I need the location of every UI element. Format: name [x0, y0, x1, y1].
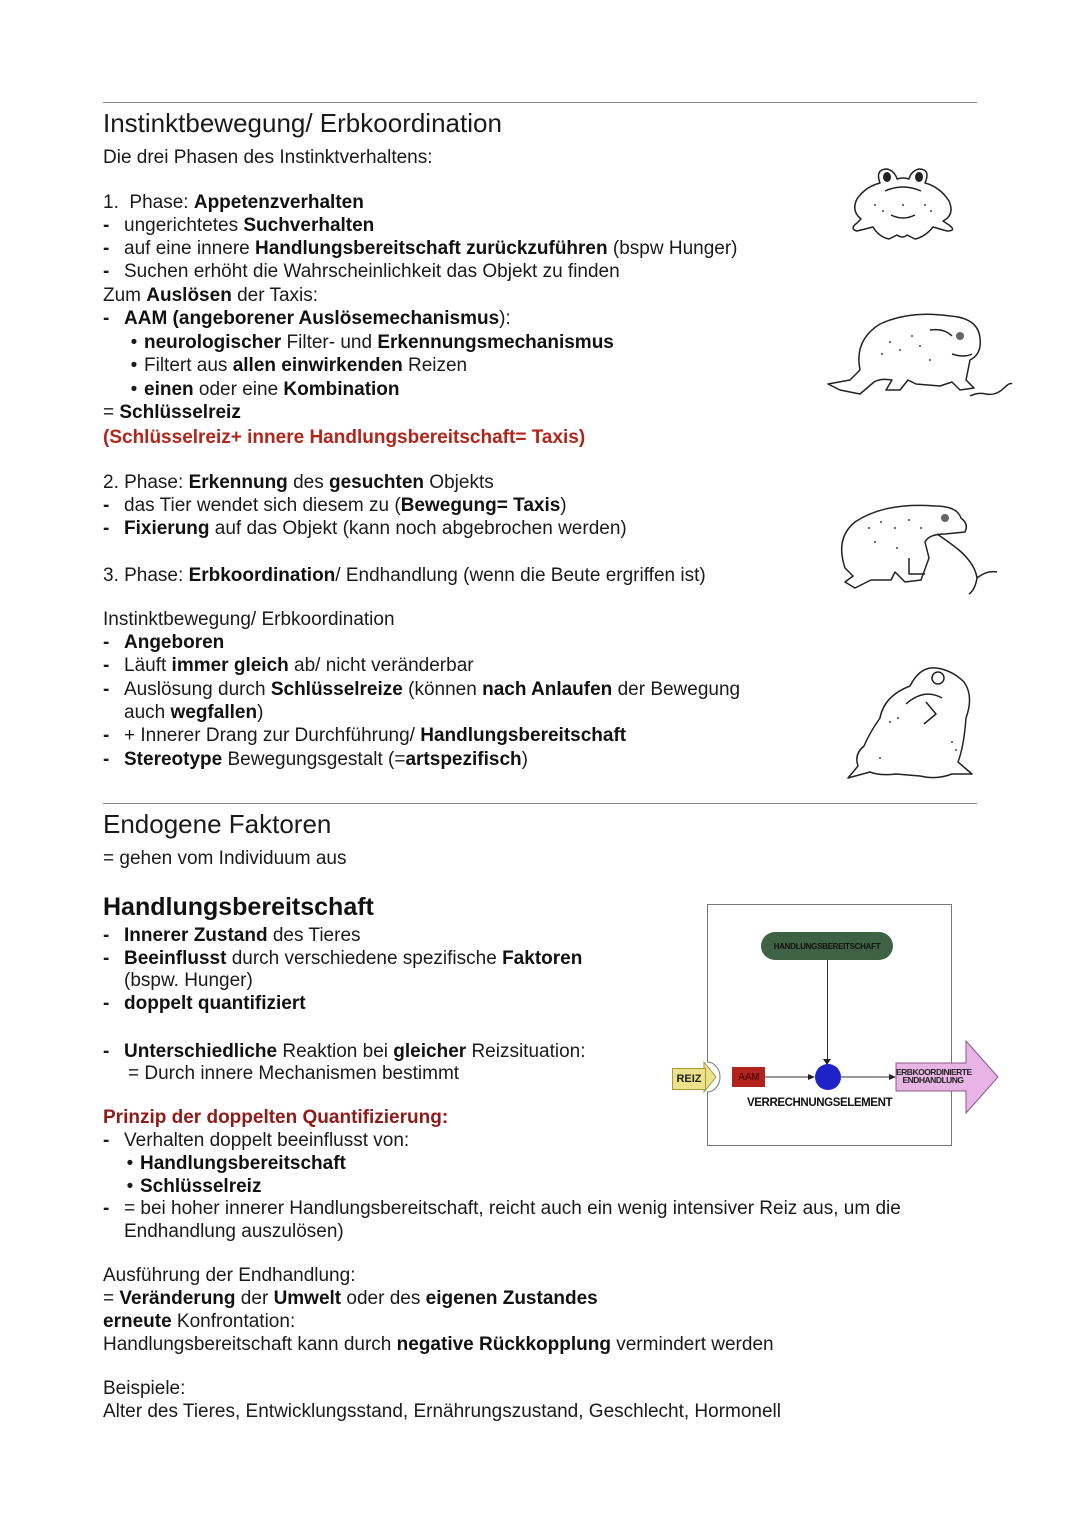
bold-text: Unterschiedliche: [124, 1041, 278, 1062]
bold-text: einen: [144, 379, 194, 400]
text: Reaktion bei: [277, 1041, 394, 1062]
dash-bullet: -: [103, 215, 110, 236]
subsection-heading: Handlungsbereitschaft: [103, 893, 374, 921]
section-title: Endogene Faktoren: [103, 809, 332, 839]
list-item: [103, 631, 224, 654]
toad-catching-worm-illustration: [825, 498, 1005, 603]
bold-text: Handlungsbereitschaft: [140, 1153, 346, 1174]
list-item: [103, 307, 511, 330]
text: / Endhandlung (wenn die Beute ergriffen ist): [335, 565, 706, 586]
text: vermindert werden: [610, 1334, 774, 1355]
dash-bullet: -: [103, 1198, 110, 1219]
text: auch: [124, 702, 171, 723]
bold-text: Schlüsselreize: [270, 679, 403, 700]
list-item: [103, 947, 582, 970]
text: (bspw Hunger): [607, 238, 738, 259]
dash-bullet: -: [103, 679, 110, 700]
text: + Innerer Drang zur Durchführung/: [124, 725, 421, 746]
text: oder eine: [193, 379, 284, 400]
bold-text: Erbkoordination: [188, 565, 336, 586]
execution-line: [103, 1287, 598, 1310]
text: =: [103, 1288, 120, 1309]
bold-text: Erkennungsmechanismus: [377, 332, 614, 353]
list-item: [103, 1129, 409, 1152]
bold-text: gesuchten: [329, 472, 425, 493]
trigger-heading: [103, 284, 318, 307]
list-item: [103, 260, 620, 283]
text: des Tieres: [267, 925, 361, 946]
phase1-heading: [103, 191, 364, 214]
text: ): [257, 702, 264, 723]
list-item: [103, 237, 738, 260]
list-item: [103, 678, 740, 701]
bold-text: Angeboren: [124, 632, 225, 653]
verrechnungselement-label: VERRECHNUNGSELEMENT: [747, 1097, 893, 1109]
bold-text: Handlungsbereitschaft: [420, 725, 627, 746]
dash-bullet: -: [103, 725, 110, 746]
phase1-bold: Appetenzverhalten: [193, 192, 364, 213]
bold-text: Stereotype: [124, 749, 223, 770]
list-item-continuation: [124, 701, 263, 724]
text: =: [103, 402, 120, 423]
bold-text: erneute: [103, 1311, 172, 1332]
list-item: [103, 654, 474, 677]
summary-title: Instinktbewegung/ Erbkoordination: [103, 609, 395, 630]
bold-text: AAM (angeborener Auslösemechanismus: [124, 308, 500, 329]
dash-bullet: -: [103, 749, 110, 770]
text: ): [521, 749, 528, 770]
bold-text: doppelt quantifiziert: [124, 993, 306, 1014]
formula-highlight: (Schlüsselreiz+ innere Handlungsbereitschaft= Taxis): [103, 427, 586, 448]
text: der Taxis:: [231, 285, 319, 306]
text: Filtert aus: [144, 355, 233, 376]
execution-line: [103, 1310, 295, 1333]
definition-text: = gehen vom Individuum aus: [103, 848, 347, 869]
phase2-heading: [103, 471, 494, 494]
list-item: [103, 724, 626, 747]
dot-bullet: •: [130, 355, 138, 376]
list-item: [103, 494, 567, 517]
list-item-continuation: = Durch innere Mechanismen bestimmt: [128, 1063, 460, 1084]
sub-bullet: [120, 1175, 261, 1198]
bold-text: Schlüsselreiz: [140, 1176, 262, 1197]
text: Filter- und: [281, 332, 378, 353]
dash-bullet: -: [103, 655, 110, 676]
bold-text: allen einwirkenden: [232, 355, 403, 376]
text: auf eine innere: [124, 238, 255, 259]
text: ungerichtetes: [124, 215, 244, 236]
text: auf das Objekt (kann noch abgebrochen werden): [209, 518, 627, 539]
bold-text: Faktoren: [502, 948, 583, 969]
verrechnungselement-node: [815, 1064, 841, 1090]
dash-bullet: -: [103, 495, 110, 516]
examples-title: Beispiele:: [103, 1378, 186, 1399]
bold-text: Innerer Zustand: [124, 925, 268, 946]
dash-bullet: -: [103, 1041, 110, 1062]
list-item: [103, 924, 361, 947]
list-item-continuation: (bspw. Hunger): [124, 970, 253, 991]
dash-bullet: -: [103, 1130, 110, 1151]
bold-text: wegfallen: [170, 702, 258, 723]
sub-bullet: [124, 354, 467, 377]
bold-text: Fixierung: [124, 518, 210, 539]
result-line: [103, 401, 241, 424]
text: ):: [499, 308, 511, 329]
text: Konfrontation:: [171, 1311, 296, 1332]
bold-text: Kombination: [283, 379, 400, 400]
bold-text: Beeinflusst: [124, 948, 227, 969]
dot-bullet: •: [126, 1176, 134, 1197]
text: des: [287, 472, 329, 493]
dash-bullet: -: [103, 308, 110, 329]
list-item: [103, 1197, 901, 1220]
dot-bullet: •: [130, 332, 138, 353]
text: Auslösung durch: [124, 679, 271, 700]
bold-text: eigenen Zustandes: [425, 1288, 598, 1309]
text: Suchen erhöht die Wahrscheinlichkeit das Objekt zu finden: [124, 261, 620, 282]
text: Handlungsbereitschaft kann durch: [103, 1334, 397, 1355]
aam-box: AAM: [732, 1067, 765, 1087]
bold-text: neurologischer: [144, 332, 282, 353]
bold-text: nach Anlaufen: [482, 679, 613, 700]
output-line2: ENDHANDLUNG: [902, 1075, 964, 1085]
bold-text: immer gleich: [171, 655, 289, 676]
list-item: [103, 214, 374, 237]
output-line1: ERBKOORDINIERTE: [896, 1067, 972, 1077]
text: Objekts: [424, 472, 494, 493]
dash-bullet: -: [103, 238, 110, 259]
dash-bullet: -: [103, 518, 110, 539]
dash-bullet: -: [103, 925, 110, 946]
dash-bullet: -: [103, 948, 110, 969]
text: = bei hoher innerer Handlungsbereitschaft, reicht auch ein wenig intensiver Reiz aus, um die: [124, 1198, 901, 1219]
list-item: [103, 992, 306, 1015]
list-item: [103, 748, 528, 771]
bold-text: negative Rückkopplung: [396, 1334, 611, 1355]
section-divider: [103, 803, 977, 804]
section-title: Instinktbewegung/ Erbkoordination: [103, 108, 502, 138]
dash-bullet: -: [103, 632, 110, 653]
endhandlung-output-label: [896, 1068, 970, 1084]
sub-bullet: [124, 331, 614, 354]
list-item-continuation: Endhandlung auszulösen): [124, 1221, 344, 1242]
list-item: [103, 1040, 586, 1063]
intro-text: Die drei Phasen des Instinktverhaltens:: [103, 147, 433, 168]
text: ): [560, 495, 567, 516]
examples-text: Alter des Tieres, Entwicklungsstand, Ernährungszustand, Geschlecht, Hormonell: [103, 1401, 781, 1422]
text: der: [235, 1288, 274, 1309]
reiz-input-box: REIZ: [672, 1068, 706, 1090]
text: Bewegungsgestalt (=: [222, 749, 406, 770]
toad-swallowing-illustration: [840, 662, 980, 784]
sub-bullet: [120, 1152, 346, 1175]
text: Zum: [103, 285, 147, 306]
list-item: [103, 517, 627, 540]
text: Reizen: [402, 355, 468, 376]
dash-bullet: -: [103, 993, 110, 1014]
dash-bullet: -: [103, 261, 110, 282]
text: (können: [402, 679, 483, 700]
principle-heading: Prinzip der doppelten Quantifizierung:: [103, 1107, 449, 1128]
execution-title: Ausführung der Endhandlung:: [103, 1265, 356, 1286]
text: Verhalten doppelt beeinflusst von:: [124, 1130, 410, 1151]
text: 3. Phase:: [103, 565, 189, 586]
bold-text: gleicher: [393, 1041, 467, 1062]
bold-text: artspezifisch: [405, 749, 522, 770]
bold-text: Umwelt: [273, 1288, 342, 1309]
phase3-heading: [103, 564, 706, 587]
bold-text: Veränderung: [119, 1288, 236, 1309]
text: der Bewegung: [612, 679, 741, 700]
bold-text: Handlungsbereitschaft zurückzuführen: [255, 238, 608, 259]
bold-text: Suchverhalten: [243, 215, 375, 236]
execution-line: [103, 1333, 774, 1356]
sub-bullet: [124, 378, 400, 401]
text: durch verschiedene spezifische: [226, 948, 503, 969]
handlungsbereitschaft-box: HANDLUNGSBEREITSCHAFT: [761, 932, 893, 960]
dot-bullet: •: [130, 379, 138, 400]
text: das Tier wendet sich diesem zu (: [124, 495, 401, 516]
section-divider: [103, 102, 977, 103]
text: Reizsituation:: [466, 1041, 586, 1062]
bold-text: Bewegung= Taxis: [400, 495, 561, 516]
text: ab/ nicht veränderbar: [288, 655, 474, 676]
dot-bullet: •: [126, 1153, 134, 1174]
phase1-prefix: 1. Phase:: [103, 192, 194, 213]
text: oder des: [341, 1288, 426, 1309]
text: 2. Phase:: [103, 472, 189, 493]
bold-text: Auslösen: [146, 285, 232, 306]
toad-front-view-illustration: [845, 165, 960, 245]
bold-text: Schlüsselreiz: [119, 402, 241, 423]
toad-side-view-with-worm-illustration: [820, 310, 1015, 405]
bold-text: Erkennung: [188, 472, 288, 493]
text: Läuft: [124, 655, 172, 676]
